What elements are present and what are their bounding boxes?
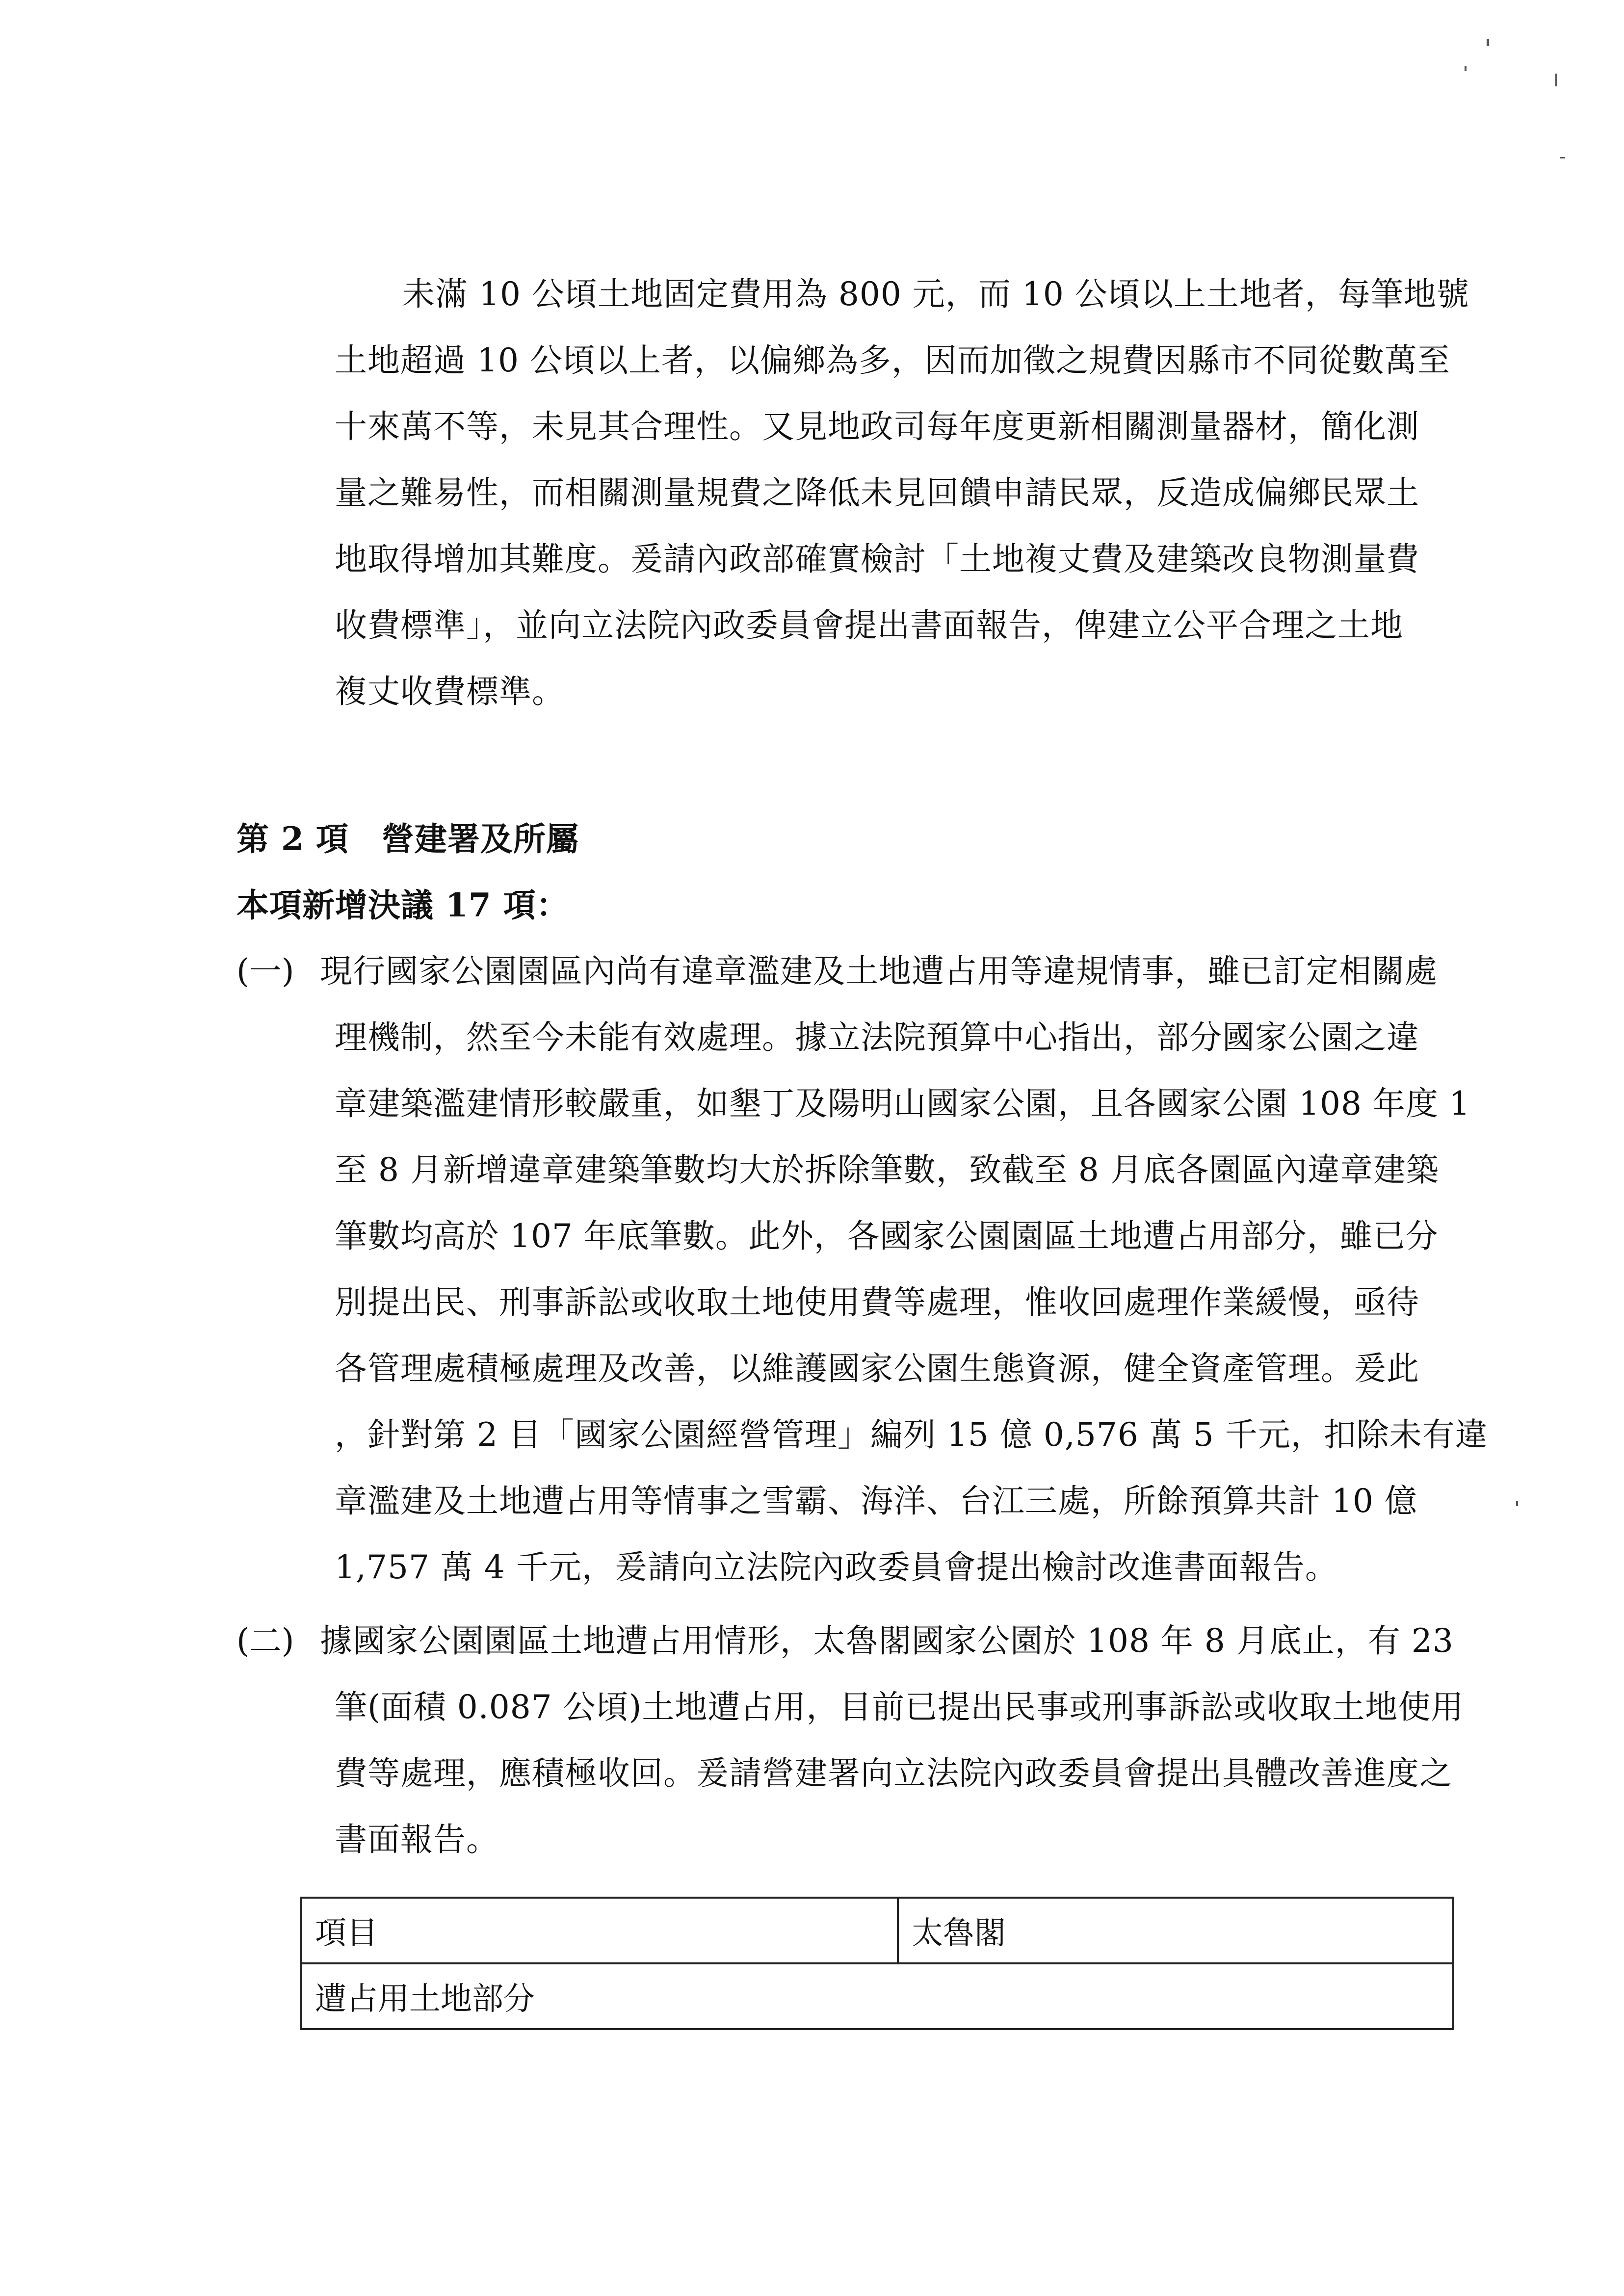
item1-marker: (一) (236, 952, 294, 990)
section2-subheading: 本項新增決議 17 項： (236, 886, 569, 924)
item2-line-4: 書面報告。 (335, 1821, 499, 1858)
table-row (301, 1963, 1453, 2029)
item2-line-3: 費等處理，應積極收回。爰請營建署向立法院內政委員會提出具體改善進度之 (335, 1754, 1452, 1792)
item1-line-1: 現行國家公園園區內尚有違章濫建及土地遭占用等違規情事，雖已訂定相關處 (320, 952, 1438, 990)
item1-line-4: 至 8 月新增違章建築筆數均大於拆除筆數，致截至 8 月底各園區內違章建築 (335, 1151, 1439, 1189)
table-header-item: 項目 (301, 1898, 898, 1963)
item2-marker: (二) (236, 1622, 294, 1660)
scan-speck (1555, 74, 1557, 86)
section1-line-6: 收費標準」，並向立法院內政委員會提出書面報告，俾建立公平合理之土地 (335, 606, 1403, 644)
item2-line-1: 據國家公園園區土地遭占用情形，太魯閣國家公園於 108 年 8 月底止，有 23 (320, 1622, 1454, 1660)
section1-line-1: 未滿 10 公頃土地固定費用為 800 元，而 10 公頃以上土地者，每筆地號 (402, 275, 1469, 313)
section1-line-5: 地取得增加其難度。爰請內政部確實檢討「土地複丈費及建築改良物測量費 (335, 540, 1419, 578)
item2-line-2: 筆(面積 0.087 公頃)土地遭占用，目前已提出民事或刑事訴訟或收取土地使用 (335, 1688, 1464, 1726)
table-header-taroko: 太魯閣 (898, 1898, 1453, 1963)
scan-speck (1560, 157, 1565, 158)
scan-speck (1516, 1501, 1518, 1506)
item1-line-9: 章濫建及土地遭占用等情事之雪霸、海洋、台江三處，所餘預算共計 10 億 (335, 1482, 1417, 1520)
scan-speck (1465, 66, 1467, 71)
item1-line-10: 1,757 萬 4 千元，爰請向立法院內政委員會提出檢討改進書面報告。 (335, 1548, 1338, 1586)
item1-line-5: 筆數均高於 107 年底筆數。此外，各國家公園園區土地遭占用部分，雖已分 (335, 1217, 1439, 1255)
item1-line-7: 各管理處積極處理及改善，以維護國家公園生態資源，健全資產管理。爰此 (335, 1350, 1419, 1387)
table-header-row (301, 1898, 1453, 1963)
table-row-label: 遭占用土地部分 (301, 1963, 1453, 2029)
section1-line-3: 十來萬不等，未見其合理性。又見地政司每年度更新相關測量器材，簡化測 (335, 408, 1419, 445)
section2-heading: 第 2 項 營建署及所屬 (236, 820, 579, 858)
item1-line-6: 別提出民、刑事訴訟或收取土地使用費等處理，惟收回處理作業緩慢，亟待 (335, 1283, 1419, 1321)
occupation-table (300, 1897, 1454, 2030)
item1-line-2: 理機制，然至今未能有效處理。據立法院預算中心指出，部分國家公園之違 (335, 1018, 1419, 1056)
section1-line-4: 量之難易性，而相關測量規費之降低未見回饋申請民眾，反造成偏鄉民眾土 (335, 474, 1419, 512)
section1-line-2: 土地超過 10 公頃以上者，以偏鄉為多，因而加徵之規費因縣市不同從數萬至 (335, 341, 1450, 379)
item1-line-8: ，針對第 2 目「國家公園經營管理」編列 15 億 0,576 萬 5 千元，扣除未有違 (335, 1416, 1488, 1454)
scan-speck (1487, 39, 1489, 46)
item1-line-3: 章建築濫建情形較嚴重，如墾丁及陽明山國家公園，且各國家公園 108 年度 1 (335, 1085, 1470, 1122)
section1-line-7: 複丈收費標準。 (335, 673, 565, 710)
